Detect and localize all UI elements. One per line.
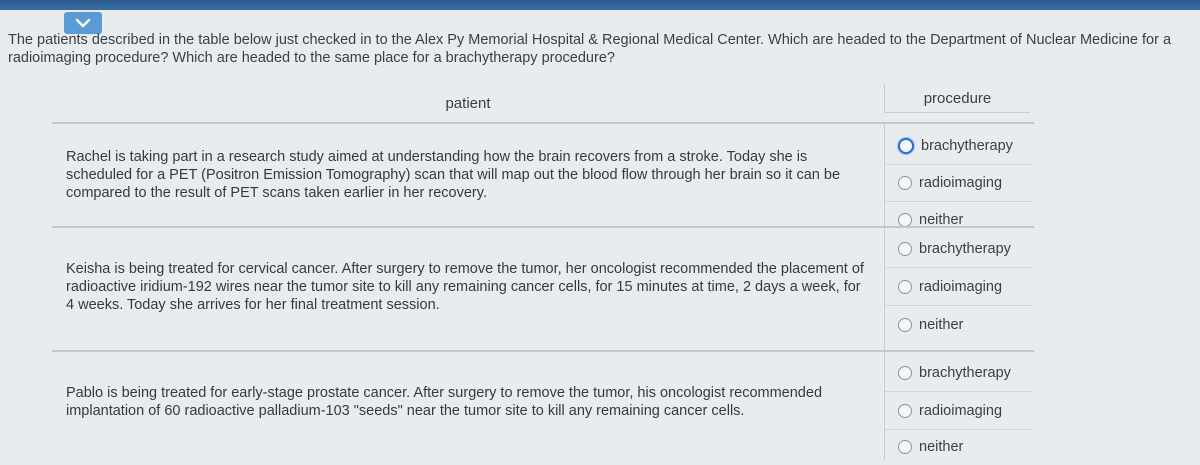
radio-button[interactable] <box>898 440 912 454</box>
radio-option-neither[interactable] <box>885 306 1033 343</box>
procedure-choices <box>884 228 1033 352</box>
procedure-column-header: procedure <box>884 84 1030 113</box>
option-label: brachytherapy <box>921 137 1013 154</box>
patient-column-header: patient <box>445 94 491 112</box>
top-bar <box>0 0 1200 10</box>
radio-button[interactable] <box>898 366 912 380</box>
radio-option-brachytherapy[interactable] <box>885 127 1033 165</box>
procedure-choices <box>884 124 1033 228</box>
patient-description: Pablo is being treated for early-stage prostate cancer. After surgery to remove the tumor, his oncologist recommended implantation of 60 radioactive palladium-103 "seeds" near the tumor site to kill any remaining cancer cells. <box>66 385 823 419</box>
chevron-down-icon <box>75 18 91 28</box>
radio-button[interactable] <box>898 318 912 332</box>
option-label: radioimaging <box>919 402 1003 419</box>
radio-option-brachytherapy[interactable] <box>885 354 1033 392</box>
option-label: neither <box>919 438 964 455</box>
radio-button[interactable] <box>898 242 912 256</box>
procedure-choices <box>884 352 1033 460</box>
option-label: neither <box>919 316 964 333</box>
option-label: neither <box>919 211 964 228</box>
table-row <box>52 226 1034 352</box>
radio-button[interactable] <box>898 213 912 227</box>
patient-description: Keisha is being treated for cervical cancer. After surgery to remove the tumor, her oncologist recommended the placement of radioactive iridium-192 wires near the tumor site to kill any remaining cancer cells, for 15 minutes at time, 2 days a week, for 4 weeks. Today she arrives for her final treatment session. <box>66 261 864 313</box>
radio-button[interactable] <box>898 176 912 190</box>
question-text: The patients described in the table below just checked in to the Alex Py Memorial Hospital & Regional Medical Center. Which are headed to the Department of Nuclear Medicine for a radioimaging procedure? Which are headed to the same place for a brachytherapy procedure? <box>8 32 1172 66</box>
radio-option-radioimaging[interactable] <box>885 164 1033 202</box>
classification-table <box>52 84 1034 458</box>
radio-button[interactable] <box>898 404 912 418</box>
table-row <box>52 122 1034 228</box>
radio-button-selected[interactable] <box>898 138 914 154</box>
patient-description: Rachel is taking part in a research study aimed at understanding how the brain recovers from a stroke. Today she is scheduled for a PET (Positron Emission Tomography) scan that will map out the blood flow through her brain so it can be compared to the result of PET scans taken earlier in her recovery. <box>66 149 841 201</box>
radio-option-neither[interactable] <box>885 428 1033 465</box>
option-label: radioimaging <box>919 278 1003 295</box>
radio-button[interactable] <box>898 280 912 294</box>
radio-option-radioimaging[interactable] <box>885 268 1033 306</box>
table-row <box>52 350 1034 460</box>
option-label: radioimaging <box>919 174 1003 191</box>
radio-option-brachytherapy[interactable] <box>885 230 1033 268</box>
option-label: brachytherapy <box>919 240 1011 257</box>
radio-option-radioimaging[interactable] <box>885 392 1033 430</box>
option-label: brachytherapy <box>919 364 1011 381</box>
